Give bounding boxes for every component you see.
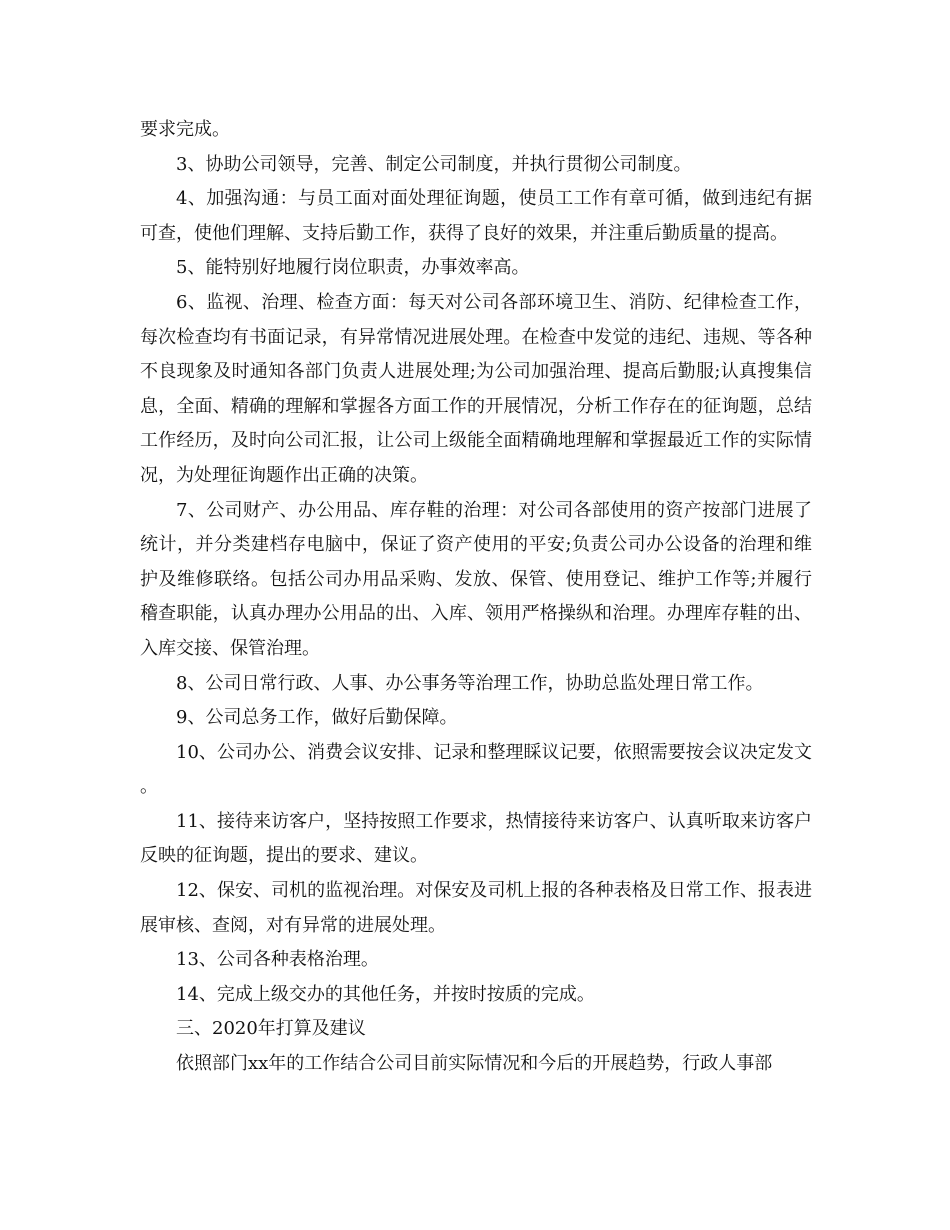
paragraph: 13、公司各种表格治理。 xyxy=(176,949,379,971)
paragraph: 要求完成。 xyxy=(140,119,230,140)
document-body xyxy=(140,113,812,1082)
paragraph: 4、加强沟通：与员工面对面处理征询题，使员工工作有章可循，做到违纪有据可查，使他们理解、支持后勤工作，获得了良好的效果，并注重后勤质量的提高。 xyxy=(140,188,812,244)
paragraph: 7、公司财产、办公用品、库存鞋的治理：对公司各部使用的资产按部门进展了统计，并分类建档存电脑中，保证了资产使用的平安;负责公司办公设备的治理和维护及维修联络。包括公司办用品采购、发放、保管、使用登记、维护工作等;并履行稽查职能，认真办理办公用品的出、入库、领用严格操纵和治理。办理库存鞋的出、入库交接、保管治理。 xyxy=(140,499,812,659)
paragraph: 5、能特别好地履行岗位职责，办事效率高。 xyxy=(176,257,530,279)
paragraph: 6、监视、治理、检查方面：每天对公司各部环境卫生、消防、纪律检查工作，每次检查均有书面记录，有异常情况进展处理。在检查中发觉的违纪、违规、等各种不良现象及时通知各部门负责人进展处理;为公司加强治理、提高后勤服;认真搜集信息，全面、精确的理解和掌握各方面工作的开展情况，分析工作存在的征询题，总结工作经历，及时向公司汇报，让公司上级能全面精确地理解和掌握最近工作的实际情况，为处理征询题作出正确的决策。 xyxy=(140,291,812,486)
paragraph: 8、公司日常行政、人事、办公事务等治理工作，协助总监处理日常工作。 xyxy=(176,672,764,694)
paragraph: 14、完成上级交办的其他任务，并按时按质的完成。 xyxy=(176,983,595,1005)
paragraph: 11、接待来访客户，坚持按照工作要求，热情接待来访客户、认真听取来访客户反映的征询题，提出的要求、建议。 xyxy=(140,810,812,867)
paragraph: 3、协助公司领导，完善、制定公司制度，并执行贯彻公司制度。 xyxy=(176,153,692,175)
paragraph: 依照部门xx年的工作结合公司目前实际情况和今后的开展趋势，行政人事部 xyxy=(176,1053,773,1075)
section-heading: 三、2020年打算及建议 xyxy=(176,1018,366,1040)
paragraph: 12、保安、司机的监视治理。对保安及司机上报的各种表格及日常工作、报表进展审核、查阅，对有异常的进展处理。 xyxy=(140,880,812,936)
paragraph: 9、公司总务工作，做好后勤保障。 xyxy=(176,707,458,729)
paragraph: 10、公司办公、消费会议安排、记录和整理睬议记要，依照需要按会议决定发文。 xyxy=(140,741,812,798)
